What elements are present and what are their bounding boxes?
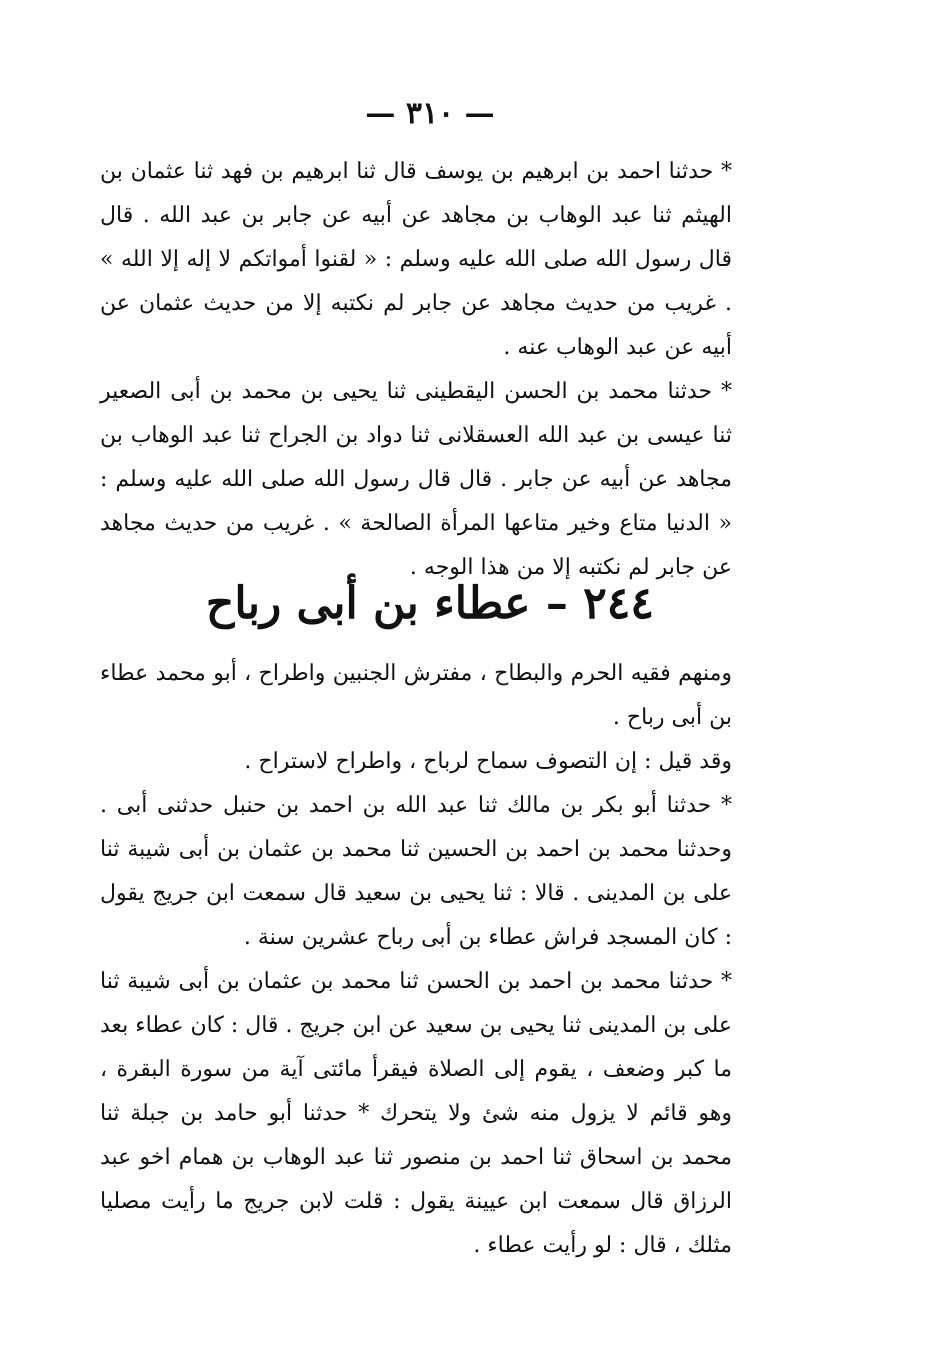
- hadith-text-bottom: [100, 652, 760, 1268]
- page-number: — ٣١٠ —: [365, 96, 495, 131]
- paragraph: ومنهم فقيه الحرم والبطاح ، مفترش الجنبين واطراح ، أبو محمد عطاء بن أبى رباح .: [100, 661, 732, 730]
- section-heading: ٢٤٤ – عطاء بن أبى رباح: [205, 578, 655, 629]
- paragraph: * حدثنا محمد بن الحسن اليقطينى ثنا يحيى بن محمد بن أبى الصعير ثنا عيسى بن عبد الله العسقلانى ثنا دواد بن الجراح ثنا عبد الوهاب بن مجاهد عن أبيه عن جابر . قال قال رسول الله صلى الله عليه وسلم : « الدنيا متاع وخير متاعها المرأة الصالحة » . غريب من حديث مجاهد عن جابر لم نكتبه إلا من هذا الوجه .: [100, 379, 732, 580]
- hadith-text-top: [100, 150, 760, 590]
- paragraph: * حدثنا أبو بكر بن مالك ثنا عبد الله بن احمد بن حنبل حدثنى أبى . وحدثنا محمد بن احمد بن الحسين ثنا محمد بن عثمان بن أبى شيبة ثنا على بن المدينى . قالا : ثنا يحيى بن سعيد قال سمعت ابن جريج يقول : كان المسجد فراش عطاء بن أبى رباح عشرين سنة .: [100, 793, 732, 950]
- paragraph: * حدثنا احمد بن ابرهيم بن يوسف قال ثنا ابرهيم بن فهد ثنا عثمان بن الهيثم ثنا عبد الوهاب بن مجاهد عن أبيه عن جابر بن عبد الله . قال قال رسول الله صلى الله عليه وسلم : « لقنوا أمواتكم لا إله إلا الله » . غريب من حديث مجاهد عن جابر لم نكتبه إلا من حديث عثمان عن أبيه عن عبد الوهاب عنه .: [100, 159, 732, 360]
- paragraph: * حدثنا محمد بن احمد بن الحسن ثنا محمد بن عثمان بن أبى شيبة ثنا على بن المدينى ثنا يحيى بن سعيد عن ابن جريج . قال : كان عطاء بعد ما كبر وضعف ، يقوم إلى الصلاة فيقرأ مائتى آية من سورة البقرة ، وهو قائم لا يزول منه شئ ولا يتحرك * حدثنا أبو حامد بن جبلة ثنا محمد بن اسحاق ثنا احمد بن منصور ثنا عبد الوهاب بن همام اخو عبد الرزاق قال سمعت ابن عيينة يقول : قلت لابن جريج ما رأيت مصليا مثلك ، قال : لو رأيت عطاء .: [100, 969, 733, 1258]
- paragraph: وقد قيل : إن التصوف سماح لرباح ، واطراح لاستراح .: [244, 749, 732, 774]
